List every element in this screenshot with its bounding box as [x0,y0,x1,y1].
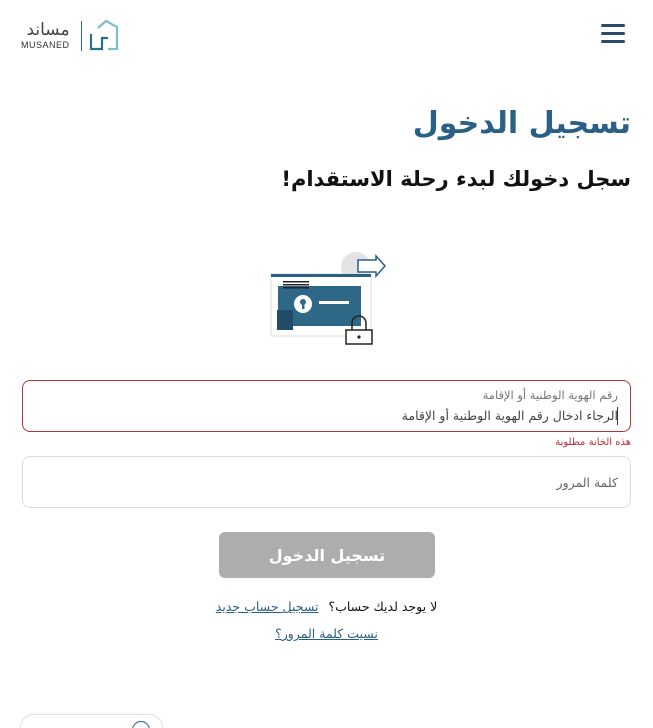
forgot-password-link[interactable]: نسيت كلمة المرور؟ [275,626,378,641]
register-prompt [0,599,653,614]
hamburger-menu-icon [601,24,625,27]
logo-divider [81,21,82,51]
text-caret [617,407,618,425]
password-field[interactable] [22,456,631,508]
menu-button[interactable] [601,24,629,46]
logo-arabic-text: مساند [26,20,70,40]
national-id-input[interactable] [48,408,618,423]
logo-mark-icon [88,18,120,52]
national-id-label: رقم الهوية الوطنية أو الإقامة [482,388,618,402]
required-field-error: هذه الخانة مطلوبة [555,437,631,448]
national-id-field[interactable] [22,380,631,432]
password-input[interactable] [48,475,618,490]
header [0,0,653,70]
logo-english-text: MUSANED [21,40,70,50]
forgot-password-row [0,626,653,641]
login-illustration [266,248,390,348]
register-link[interactable]: تسجيل حساب جديد [215,599,319,614]
page-subtitle: سجل دخولك لبدء رحلة الاستقدام! [281,167,631,191]
page-title: تسجيل الدخول [412,106,631,141]
bottom-floating-widget[interactable] [20,714,163,728]
no-account-text: لا يوجد لديك حساب؟ [328,599,438,614]
chat-icon [132,721,150,728]
login-button[interactable]: تسجيل الدخول [219,532,435,578]
musaned-logo[interactable] [20,18,120,54]
